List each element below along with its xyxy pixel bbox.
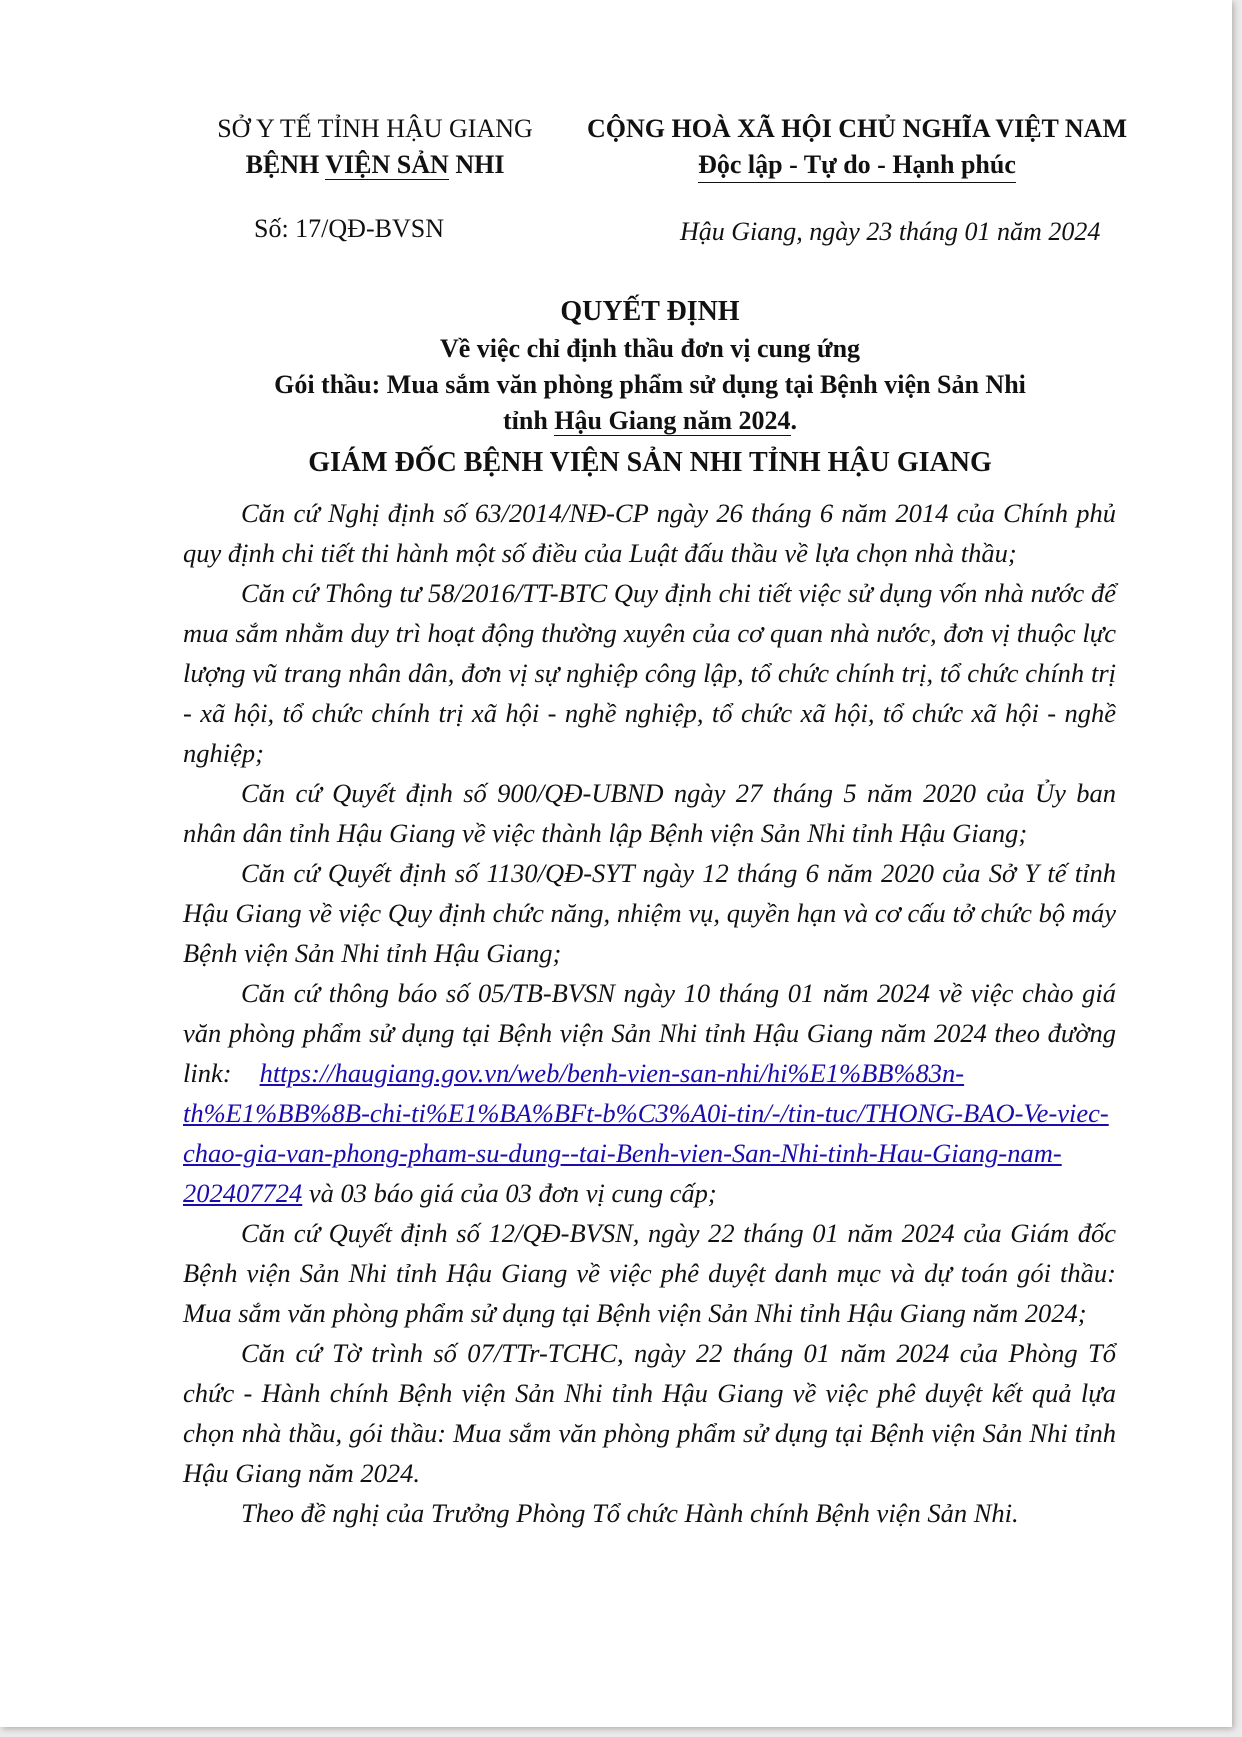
document-number: Số: 17/QĐ-BVSN [254, 214, 444, 243]
legal-basis-paragraph: Căn cứ Tờ trình số 07/TTr-TCHC, ngày 22 tháng 01 năm 2024 của Phòng Tổ chức - Hành chính Bệnh viện Sản Nhi tỉnh Hậu Giang về việc phê duyệt kết quả lựa chọn nhà thầu, gói thầu: Mua sắm văn phòng phẩm sử dụng tại Bệnh viện Sản Nhi tỉnh Hậu Giang năm 2024. [183, 1338, 1116, 1488]
national-title: CỘNG HOÀ XÃ HỘI CHỦ NGHĨA VIỆT NAM [586, 114, 1128, 143]
agency-parent: SỞ Y TẾ TỈNH HẬU GIANG [217, 114, 533, 143]
decision-subject-line3: tỉnh Hậu Giang năm 2024. [502, 406, 798, 435]
subject-underline: Hậu Giang năm 2024 [554, 406, 791, 435]
agency-name: BỆNH VIỆN SẢN NHI [245, 150, 505, 179]
legal-basis-paragraph: Căn cứ Quyết định số 900/QĐ-UBND ngày 27 tháng 5 năm 2020 của Ủy ban nhân dân tỉnh Hậu Giang về việc thành lập Bệnh viện Sản Nhi tỉnh Hậu Giang; [183, 778, 1116, 848]
document-date: Hậu Giang, ngày 23 tháng 01 năm 2024 [680, 217, 1101, 246]
national-header [572, 111, 1142, 183]
decision-title: QUYẾT ĐỊNH [560, 296, 740, 327]
national-motto: Độc lập - Tự do - Hạnh phúc [572, 147, 1142, 183]
legal-basis-paragraph: Căn cứ Quyết định số 1130/QĐ-SYT ngày 12 tháng 6 năm 2020 của Sở Y tế tỉnh Hậu Giang về việc Quy định chức năng, nhiệm vụ, quyền hạn và cơ cấu tở chức bộ máy Bệnh viện Sản Nhi tỉnh Hậu Giang; [183, 858, 1116, 968]
agency-name-underline: VIỆN SẢN [325, 150, 449, 179]
authority-heading: GIÁM ĐỐC BỆNH VIỆN SẢN NHI TỈNH HẬU GIANG [308, 447, 992, 478]
decision-subject-line2: Gói thầu: Mua sắm văn phòng phẩm sử dụng tại Bệnh viện Sản Nhi [274, 370, 1026, 399]
legal-basis-paragraph: Căn cứ Thông tư 58/2016/TT-BTC Quy định chi tiết việc sử dụng vốn nhà nước để mua sắm nhằm duy trì hoạt động thường xuyên của cơ quan nhà nước, đơn vị thuộc lực lượng vũ trang nhân dân, đơn vị sự nghiệp công lập, tổ chức chính trị, tổ chức chính trị - xã hội, tổ chức chính trị xã hội - nghề nghiệp, tổ chức xã hội, tổ chức xã hội - nghề nghiệp; [183, 578, 1116, 768]
proposal-paragraph: Theo đề nghị của Trưởng Phòng Tổ chức Hành chính Bệnh viện Sản Nhi. [241, 1498, 1019, 1528]
decision-subject-line1: Về việc chỉ định thầu đơn vị cung ứng [439, 334, 861, 363]
decision-title-block [180, 293, 1120, 439]
legal-basis-paragraph: Căn cứ Nghị định số 63/2014/NĐ-CP ngày 26 tháng 6 năm 2014 của Chính phủ quy định chi tiết thi hành một số điều của Luật đấu thầu về lựa chọn nhà thầu; [183, 498, 1116, 568]
legal-basis-paragraph: Căn cứ thông báo số 05/TB-BVSN ngày 10 tháng 01 năm 2024 về việc chào giá văn phòng phẩm sử dụng tại Bệnh viện Sản Nhi tỉnh Hậu Giang năm 2024 theo đường link: https://haugiang.gov.vn/web/benh-vien-san-nhi/hi%E1%BB%83n-th%E1%BB%8B-chi-ti%E1%BA%BFt-b%C3%A0i-tin/-/tin-tuc/THONG-BAO-Ve-viec-chao-gia-van-phong-pham-su-dung--tai-Benh-vien-San-Nhi-tinh-Hau-Giang-nam-202407724 và 03 báo giá của 03 đơn vị cung cấp; [183, 978, 1116, 1208]
announcement-link[interactable]: https://haugiang.gov.vn/web/benh-vien-san-nhi/hi%E1%BB%83n-th%E1%BB%8B-chi-ti%E1%BA%BFt-b%C3%A0i-tin/-/tin-tuc/THONG-BAO-Ve-viec-chao-gia-van-phong-pham-su-dung--tai-Benh-vien-San-Nhi-tinh-Hau-Giang-nam-202407724 [183, 1058, 1109, 1208]
issuing-agency [210, 111, 540, 183]
legal-basis-paragraph: Căn cứ Quyết định số 12/QĐ-BVSN, ngày 22 tháng 01 năm 2024 của Giám đốc Bệnh viện Sản Nhi tỉnh Hậu Giang về việc phê duyệt danh mục và dự toán gói thầu: Mua sắm văn phòng phẩm sử dụng tại Bệnh viện Sản Nhi tỉnh Hậu Giang năm 2024; [183, 1218, 1116, 1328]
document-body [183, 493, 1116, 1533]
